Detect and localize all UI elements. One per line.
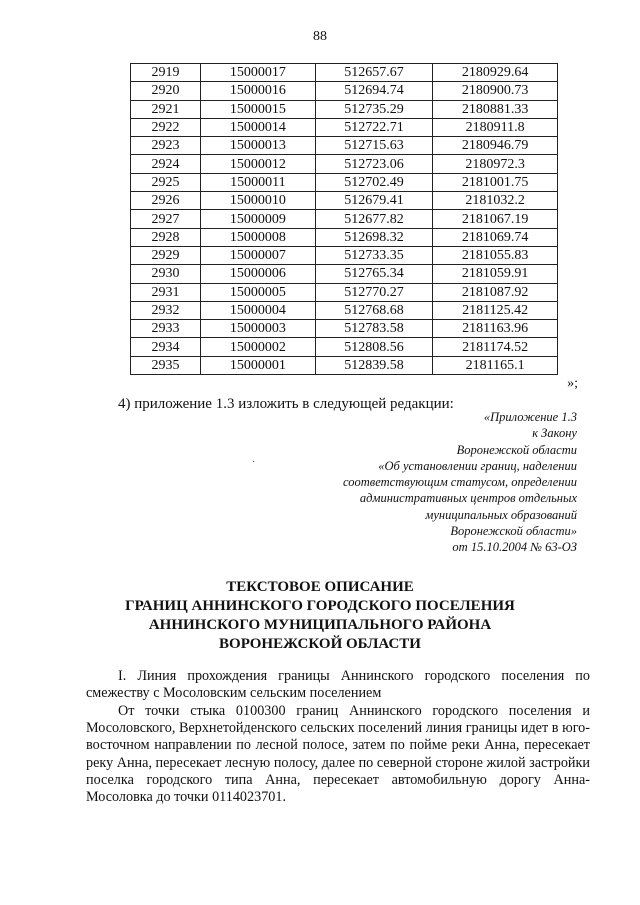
appendix-line: муниципальных образований xyxy=(425,507,577,522)
page-number: 88 xyxy=(313,29,327,44)
point-code-cell: 15000001 xyxy=(201,356,316,374)
y-coordinate-cell: 2180881.33 xyxy=(433,100,558,118)
table-row xyxy=(131,320,558,338)
point-number-cell: 2927 xyxy=(131,210,201,228)
point-code-cell: 15000008 xyxy=(201,228,316,246)
point-code-cell: 15000006 xyxy=(201,265,316,283)
x-coordinate-cell: 512735.29 xyxy=(315,100,433,118)
heading-line: ГРАНИЦ АННИНСКОГО ГОРОДСКОГО ПОСЕЛЕНИЯ xyxy=(125,598,515,614)
point-number-cell: 2928 xyxy=(131,228,201,246)
point-number-cell: 2923 xyxy=(131,137,201,155)
point-number-cell: 2933 xyxy=(131,320,201,338)
stray-mark: · xyxy=(252,457,256,468)
y-coordinate-cell: 2181059.91 xyxy=(433,265,558,283)
y-coordinate-cell: 2180972.3 xyxy=(433,155,558,173)
y-coordinate-cell: 2180946.79 xyxy=(433,137,558,155)
x-coordinate-cell: 512657.67 xyxy=(315,64,433,82)
y-coordinate-cell: 2181165.1 xyxy=(433,356,558,374)
point-code-cell: 15000010 xyxy=(201,192,316,210)
x-coordinate-cell: 512768.68 xyxy=(315,301,433,319)
point-code-cell: 15000012 xyxy=(201,155,316,173)
x-coordinate-cell: 512808.56 xyxy=(315,338,433,356)
y-coordinate-cell: 2180929.64 xyxy=(433,64,558,82)
x-coordinate-cell: 512783.58 xyxy=(315,320,433,338)
table-row xyxy=(131,64,558,82)
x-coordinate-cell: 512839.58 xyxy=(315,356,433,374)
x-coordinate-cell: 512698.32 xyxy=(315,228,433,246)
section-title-paragraph: I. Линия прохождения границы Аннинского городского поселения по смежеству с Мосоловским сельским поселением xyxy=(86,668,590,702)
table-row xyxy=(131,100,558,118)
appendix-line: административных центров отдельных xyxy=(359,491,577,506)
point-number-cell: 2922 xyxy=(131,118,201,136)
appendix-line: от 15.10.2004 № 63-ОЗ xyxy=(452,540,577,555)
boundary-description-paragraph: От точки стыка 0100300 границ Аннинского городского поселения и Мосоловского, Верхнетойденского сельских поселений линия границы идет в юго-восточном направлении по лесной полосе, затем по пойме реки Анна, пересекает реку Анна, пересекает лесную полосу, далее по северной стороне жилой застройки поселка городского типа Анна, пересекает автомобильную дорогу Анна-Мосоловка до точки 0114023701. xyxy=(86,703,590,806)
appendix-line: Воронежской области» xyxy=(450,524,577,539)
appendix-line: Воронежской области xyxy=(456,442,577,457)
table-row xyxy=(131,338,558,356)
y-coordinate-cell: 2181087.92 xyxy=(433,283,558,301)
table-row xyxy=(131,265,558,283)
table-row xyxy=(131,228,558,246)
table-row xyxy=(131,192,558,210)
point-number-cell: 2920 xyxy=(131,82,201,100)
y-coordinate-cell: 2181174.52 xyxy=(433,338,558,356)
point-number-cell: 2929 xyxy=(131,246,201,264)
point-code-cell: 15000016 xyxy=(201,82,316,100)
y-coordinate-cell: 2181163.96 xyxy=(433,320,558,338)
point-number-cell: 2926 xyxy=(131,192,201,210)
appendix-line: «Об установлении границ, наделении xyxy=(378,458,577,473)
table-row xyxy=(131,301,558,319)
closing-quote: »; xyxy=(567,376,578,391)
table-row xyxy=(131,118,558,136)
point-code-cell: 15000007 xyxy=(201,246,316,264)
y-coordinate-cell: 2180900.73 xyxy=(433,82,558,100)
point-code-cell: 15000009 xyxy=(201,210,316,228)
point-code-cell: 15000002 xyxy=(201,338,316,356)
table-row xyxy=(131,155,558,173)
point-code-cell: 15000017 xyxy=(201,64,316,82)
point-number-cell: 2919 xyxy=(131,64,201,82)
x-coordinate-cell: 512694.74 xyxy=(315,82,433,100)
x-coordinate-cell: 512723.06 xyxy=(315,155,433,173)
point-number-cell: 2934 xyxy=(131,338,201,356)
coordinates-table xyxy=(130,63,558,375)
x-coordinate-cell: 512765.34 xyxy=(315,265,433,283)
appendix-header xyxy=(277,409,577,556)
heading-line: АННИНСКОГО МУНИЦИПАЛЬНОГО РАЙОНА xyxy=(148,617,492,633)
amendment-item: 4) приложение 1.3 изложить в следующей редакции: xyxy=(118,396,454,412)
point-code-cell: 15000013 xyxy=(201,137,316,155)
point-number-cell: 2935 xyxy=(131,356,201,374)
point-code-cell: 15000014 xyxy=(201,118,316,136)
y-coordinate-cell: 2180911.8 xyxy=(433,118,558,136)
x-coordinate-cell: 512715.63 xyxy=(315,137,433,155)
heading-line: ВОРОНЕЖСКОЙ ОБЛАСТИ xyxy=(219,636,421,652)
x-coordinate-cell: 512722.71 xyxy=(315,118,433,136)
point-code-cell: 15000015 xyxy=(201,100,316,118)
document-heading xyxy=(0,578,640,654)
table-row xyxy=(131,173,558,191)
table-row xyxy=(131,137,558,155)
y-coordinate-cell: 2181032.2 xyxy=(433,192,558,210)
x-coordinate-cell: 512770.27 xyxy=(315,283,433,301)
y-coordinate-cell: 2181069.74 xyxy=(433,228,558,246)
x-coordinate-cell: 512733.35 xyxy=(315,246,433,264)
x-coordinate-cell: 512679.41 xyxy=(315,192,433,210)
table-row xyxy=(131,246,558,264)
table-row xyxy=(131,356,558,374)
table-row xyxy=(131,210,558,228)
heading-line: ТЕКСТОВОЕ ОПИСАНИЕ xyxy=(226,579,414,595)
point-code-cell: 15000003 xyxy=(201,320,316,338)
x-coordinate-cell: 512702.49 xyxy=(315,173,433,191)
x-coordinate-cell: 512677.82 xyxy=(315,210,433,228)
point-number-cell: 2932 xyxy=(131,301,201,319)
point-number-cell: 2930 xyxy=(131,265,201,283)
point-number-cell: 2924 xyxy=(131,155,201,173)
appendix-line: соответствующим статусом, определении xyxy=(343,475,577,490)
table-row xyxy=(131,82,558,100)
y-coordinate-cell: 2181067.19 xyxy=(433,210,558,228)
point-number-cell: 2931 xyxy=(131,283,201,301)
point-code-cell: 15000004 xyxy=(201,301,316,319)
point-number-cell: 2921 xyxy=(131,100,201,118)
y-coordinate-cell: 2181125.42 xyxy=(433,301,558,319)
appendix-line: к Закону xyxy=(532,426,577,441)
coordinates-table-body xyxy=(131,64,558,375)
table-row xyxy=(131,283,558,301)
appendix-line: «Приложение 1.3 xyxy=(483,410,577,424)
point-number-cell: 2925 xyxy=(131,173,201,191)
y-coordinate-cell: 2181055.83 xyxy=(433,246,558,264)
y-coordinate-cell: 2181001.75 xyxy=(433,173,558,191)
point-code-cell: 15000005 xyxy=(201,283,316,301)
point-code-cell: 15000011 xyxy=(201,173,316,191)
